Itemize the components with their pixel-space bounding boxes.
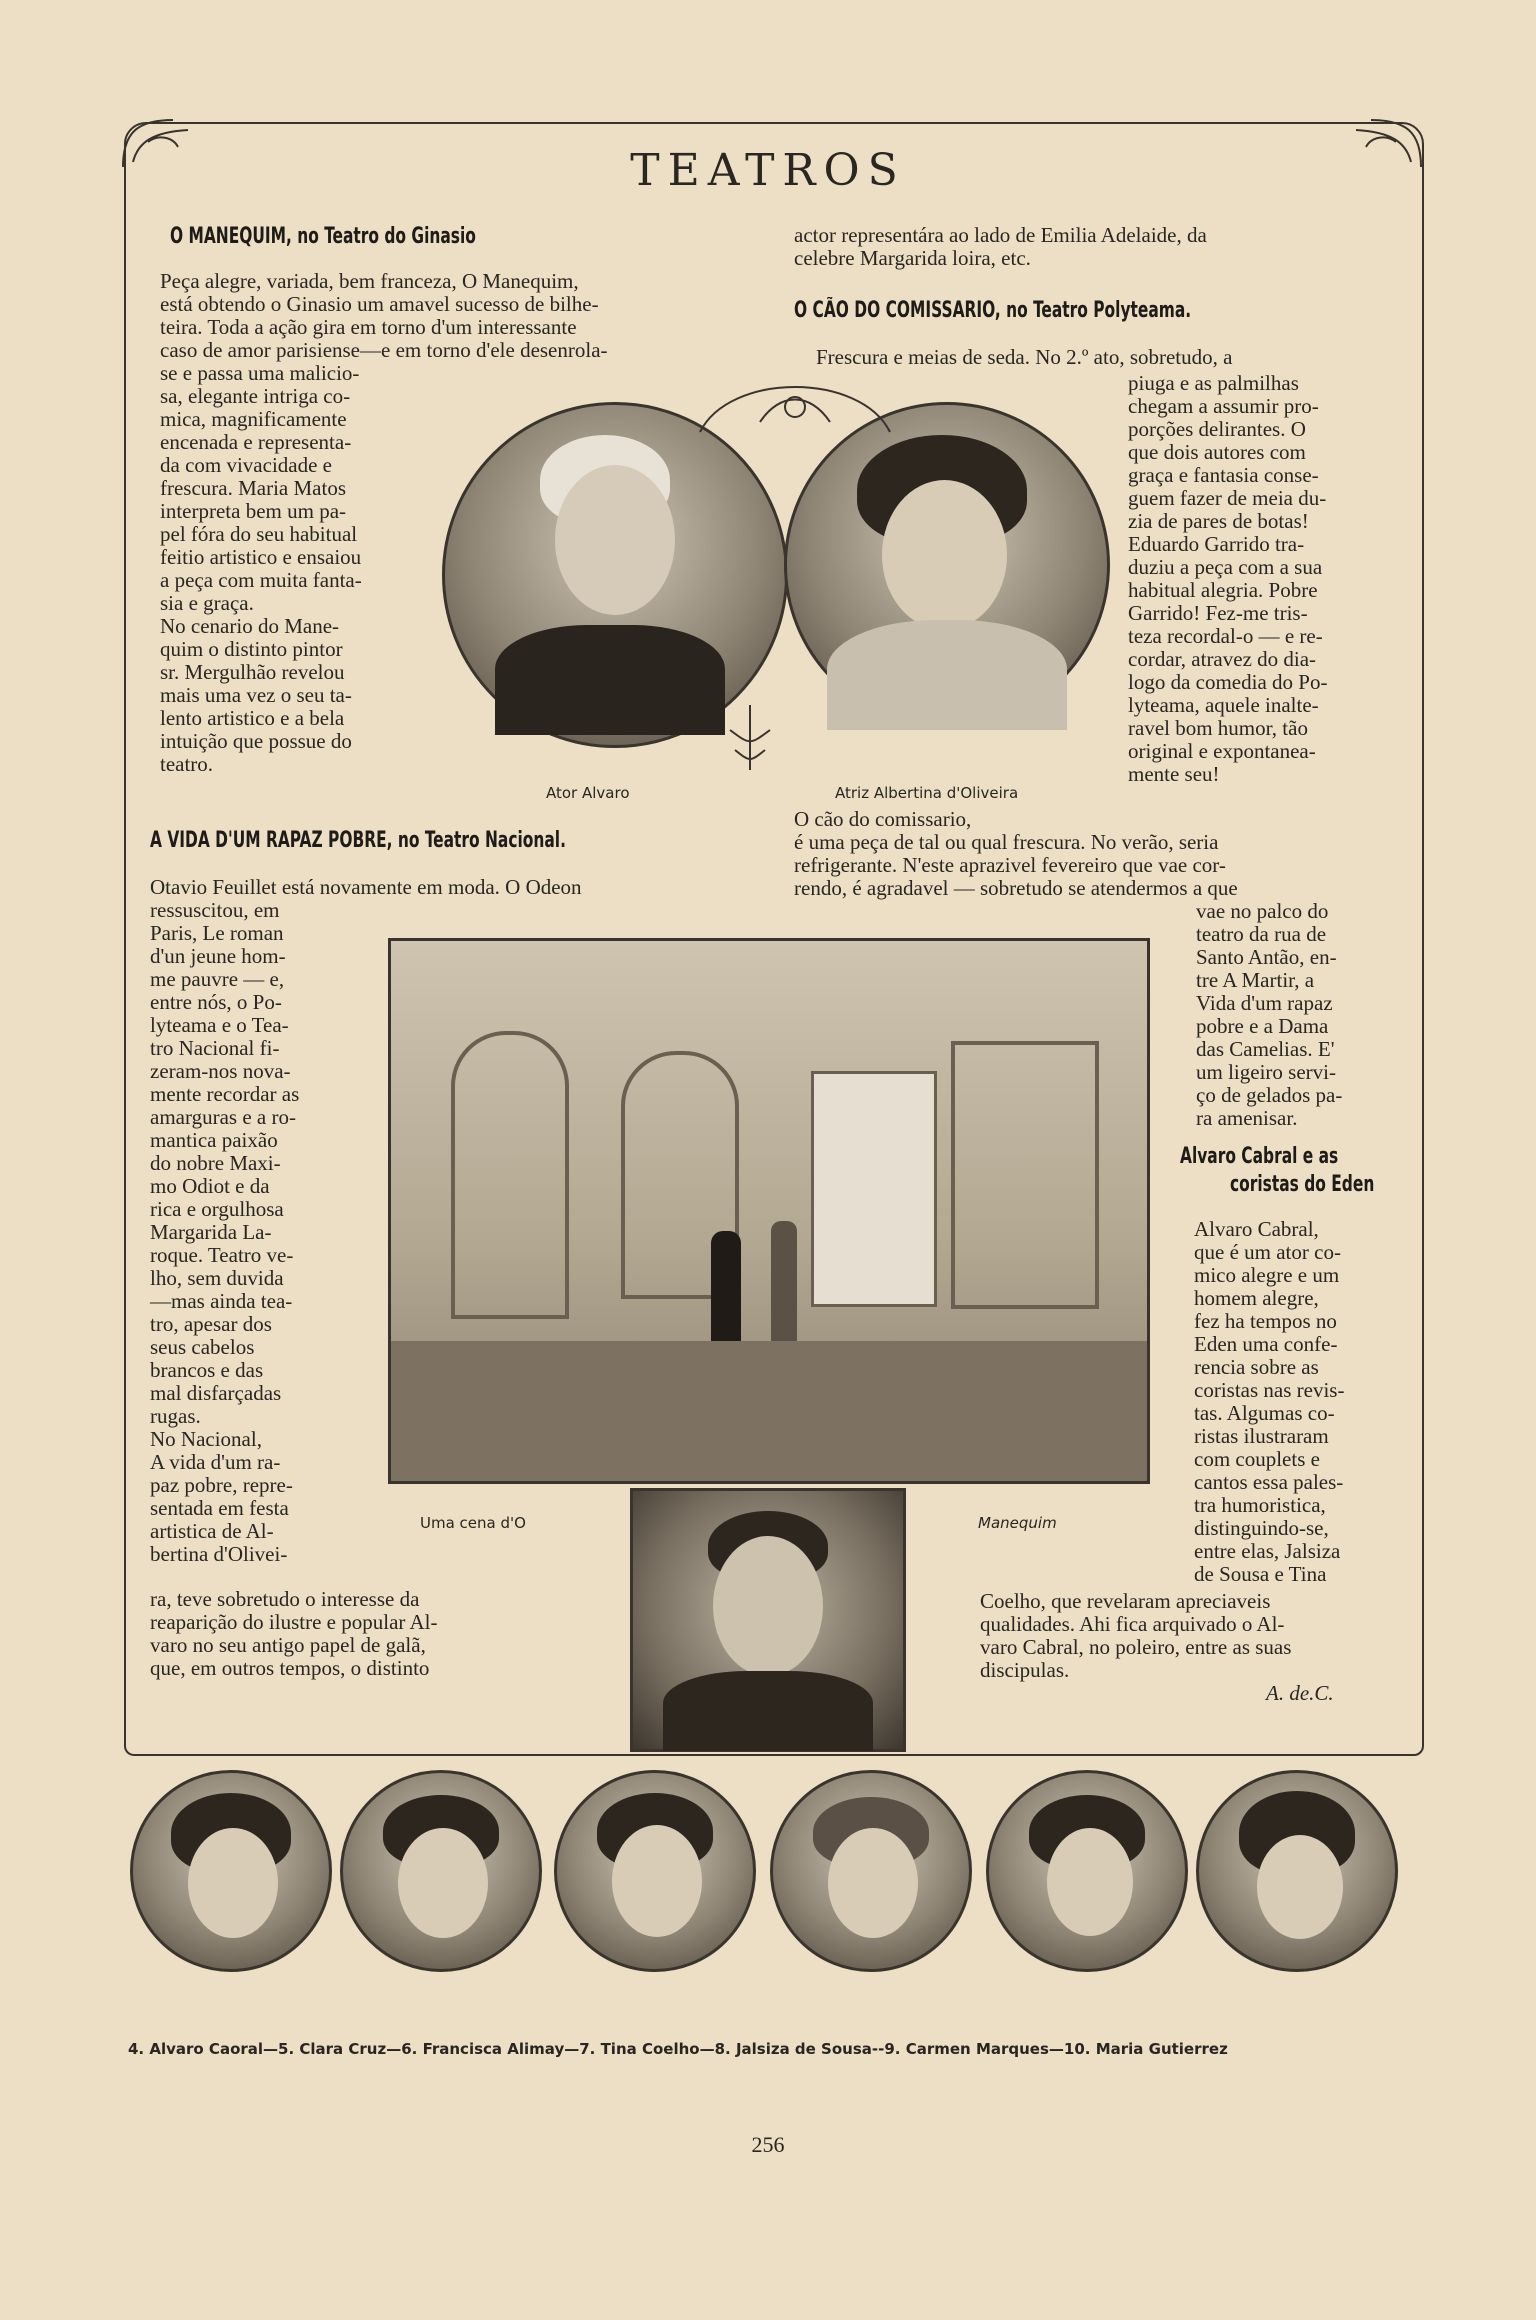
text-line: graça e fantasia conse- [1128, 463, 1319, 487]
caption-ator-alvaro: Ator Alvaro [546, 784, 630, 802]
text-line: lyteama e o Tea- [150, 1013, 289, 1037]
heading-vida-rapaz-pobre: A VIDA D'UM RAPAZ POBRE, no Teatro Nacional. [150, 828, 566, 853]
text-line: mica, magnificamente [160, 407, 347, 431]
caption-scene-right: Manequim [978, 1514, 1057, 1532]
text-line: coristas nas revis- [1194, 1378, 1345, 1402]
text-line: me pauvre — e, [150, 967, 285, 991]
text-line: teza recordal-o — e re- [1128, 624, 1323, 648]
text-line: que, em outros tempos, o distinto [150, 1656, 430, 1680]
text-line: homem alegre, [1194, 1286, 1319, 1310]
text-line: mo Odiot e da [150, 1174, 270, 1198]
signature: A. de.C. [1266, 1681, 1334, 1705]
text-line: seus cabelos [150, 1335, 255, 1359]
text-line: No Nacional, [150, 1427, 262, 1451]
cao-article-end [1196, 900, 1390, 1130]
portrait-atriz-albertina [784, 402, 1110, 728]
text-line: do nobre Maxi- [150, 1151, 281, 1175]
cao-article-continued [794, 808, 1390, 900]
text-line: zeram-nos nova- [150, 1059, 291, 1083]
text-line: O cão do comissario, [794, 807, 972, 831]
text-line: piuga e as palmilhas [1128, 371, 1299, 395]
text-line: cordar, atravez do dia- [1128, 647, 1317, 671]
text-line: está obtendo o Ginasio um amavel sucesso de bilhe- [160, 292, 599, 316]
text-line: amarguras e a ro- [150, 1105, 296, 1129]
text-line: varo no seu antigo papel de galã, [150, 1633, 426, 1657]
right-top-article [794, 224, 1360, 270]
ornament-bottom-center-icon [715, 700, 785, 780]
text-line: logo da comedia do Po- [1128, 670, 1328, 694]
text-line: sa, elegante intriga co- [160, 384, 351, 408]
text-line: se e passa uma malicio- [160, 361, 360, 385]
text-line: frescura. Maria Matos [160, 476, 347, 500]
heading-cabral-2: coristas do Eden [1230, 1172, 1375, 1197]
text-line: guem fazer de meia du- [1128, 486, 1327, 510]
text-line: com couplets e [1194, 1447, 1320, 1471]
portrait-corista-4 [130, 1770, 332, 1972]
portrait-ator-alvaro [442, 402, 788, 748]
text-line: lento artistico e a bela [160, 706, 345, 730]
text-line: é uma peça de tal ou qual frescura. No verão, seria [794, 830, 1219, 854]
text-line: bertina d'Olivei- [150, 1542, 288, 1566]
text-line: pobre e a Dama [1196, 1014, 1329, 1038]
cao-article-intro [816, 346, 1388, 369]
text-line: Alvaro Cabral, [1194, 1217, 1319, 1241]
page-number: 256 [751, 2132, 785, 2157]
text-line: actor representára ao lado de Emilia Adelaide, da [794, 223, 1207, 247]
text-line: A vida d'um ra- [150, 1450, 281, 1474]
text-line: mente seu! [1128, 762, 1220, 786]
cabral-article-column [1194, 1218, 1390, 1586]
text-line: teatro. [160, 752, 214, 776]
text-line: tre A Martir, a [1196, 968, 1315, 992]
portrait-corista-6 [554, 1770, 756, 1972]
text-line: a peça com muita fanta- [160, 568, 362, 592]
text-line: rica e orgulhosa [150, 1197, 284, 1221]
text-line: celebre Margarida loira, etc. [794, 246, 1031, 270]
text-line: ristas ilustraram [1194, 1424, 1329, 1448]
vida-article-end [150, 1588, 550, 1680]
caption-atriz-albertina: Atriz Albertina d'Oliveira [835, 784, 1019, 802]
text-line: Eduardo Garrido tra- [1128, 532, 1305, 556]
text-line: Santo Antão, en- [1196, 945, 1337, 969]
text-line: paz pobre, repre- [150, 1473, 293, 1497]
text-line: Paris, Le roman [150, 921, 284, 945]
text-line: porções delirantes. O [1128, 417, 1306, 441]
text-line: interpreta bem um pa- [160, 499, 347, 523]
heading-cabral-1: Alvaro Cabral e as [1180, 1144, 1339, 1169]
text-line: pel fóra do seu habitual [160, 522, 358, 546]
text-line: chegam a assumir pro- [1128, 394, 1319, 418]
text-line: teira. Toda a ação gira em torno d'um interessante [160, 315, 577, 339]
text-line: mantica paixão [150, 1128, 278, 1152]
text-line: fez ha tempos no [1194, 1309, 1337, 1333]
portrait-corista-5 [340, 1770, 542, 1972]
portrait-corista-7 [770, 1770, 972, 1972]
text-line: Coelho, que revelaram apreciaveis [980, 1589, 1271, 1613]
text-line: teatro da rua de [1196, 922, 1327, 946]
text-line: tra humoristica, [1194, 1493, 1326, 1517]
text-line: cantos essa pales- [1194, 1470, 1344, 1494]
text-line: lho, sem duvida [150, 1266, 284, 1290]
text-line: refrigerante. N'este aprazivel fevereiro que vae cor- [794, 853, 1226, 877]
caption-scene-left: Uma cena d'O [420, 1514, 526, 1532]
text-line: vae no palco do [1196, 899, 1329, 923]
text-line: mais uma vez o seu ta- [160, 683, 352, 707]
text-line: habitual alegria. Pobre [1128, 578, 1318, 602]
text-line: da com vivacidade e [160, 453, 332, 477]
text-line: intuição que possue do [160, 729, 352, 753]
text-line: mente recordar as [150, 1082, 300, 1106]
text-line: entre nós, o Po- [150, 990, 282, 1014]
text-line: tas. Algumas co- [1194, 1401, 1335, 1425]
photo-scene-manequim [388, 938, 1150, 1484]
text-line: das Camelias. E' [1196, 1037, 1335, 1061]
text-line: mal disfarçadas [150, 1381, 282, 1405]
text-line: quim o distinto pintor [160, 637, 343, 661]
text-line: original e expontanea- [1128, 739, 1316, 763]
cao-article-column [1128, 372, 1390, 786]
heading-manequim: O MANEQUIM, no Teatro do Ginasio [170, 224, 476, 249]
text-line: caso de amor parisiense—e em torno d'ele desenrola- [160, 338, 608, 362]
text-line: sia e graça. [160, 591, 254, 615]
text-line: que é um ator co- [1194, 1240, 1341, 1264]
text-line: um ligeiro servi- [1196, 1060, 1336, 1084]
photo-alvaro-cabral [630, 1488, 906, 1752]
text-line: ravel bom humor, tão [1128, 716, 1308, 740]
text-line: Peça alegre, variada, bem franceza, O Manequim, [160, 269, 579, 293]
text-line: sentada em festa [150, 1496, 289, 1520]
text-line: duziu a peça com a sua [1128, 555, 1323, 579]
text-line: zia de pares de botas! [1128, 509, 1309, 533]
text-line: rendo, é agradavel — sobretudo se atendermos a que [794, 876, 1238, 900]
text-line: encenada e representa- [160, 430, 352, 454]
text-line: Otavio Feuillet está novamente em moda. O Odeon [150, 875, 582, 899]
text-line: artistica de Al- [150, 1519, 274, 1543]
text-line: qualidades. Ahi fica arquivado o Al- [980, 1612, 1285, 1636]
text-line: ra amenisar. [1196, 1106, 1298, 1130]
footer-caption: 4. Alvaro Caoral—5. Clara Cruz—6. Francisca Alimay—7. Tina Coelho—8. Jalsiza de Sousa--9. Carmen Marques—10. Maria Gutierrez [128, 2040, 1228, 2058]
text-line: Eden uma confe- [1194, 1332, 1338, 1356]
text-line: tro Nacional fi- [150, 1036, 280, 1060]
text-line: ra, teve sobretudo o interesse da [150, 1587, 420, 1611]
text-line: entre elas, Jalsiza [1194, 1539, 1341, 1563]
text-line: varo Cabral, no poleiro, entre as suas [980, 1635, 1292, 1659]
text-line: reaparição do ilustre e popular Al- [150, 1610, 438, 1634]
text-line: roque. Teatro ve- [150, 1243, 294, 1267]
cabral-article-end [980, 1590, 1390, 1682]
portrait-corista-8 [986, 1770, 1188, 1972]
text-line: distinguindo-se, [1194, 1516, 1329, 1540]
text-line: No cenario do Mane- [160, 614, 340, 638]
text-line: Garrido! Fez-me tris- [1128, 601, 1308, 625]
text-line: Vida d'um rapaz [1196, 991, 1333, 1015]
text-line: discipulas. [980, 1658, 1070, 1682]
heading-cao-comissario: O CÃO DO COMISSARIO, no Teatro Polyteama. [794, 298, 1192, 323]
text-line: Frescura e meias de seda. No 2.º ato, sobretudo, a [816, 345, 1233, 369]
text-line: d'un jeune hom- [150, 944, 286, 968]
text-line: de Sousa e Tina [1194, 1562, 1327, 1586]
text-line: rugas. [150, 1404, 201, 1428]
text-line: sr. Mergulhão revelou [160, 660, 345, 684]
text-line: brancos e das [150, 1358, 264, 1382]
text-line: mico alegre e um [1194, 1263, 1340, 1287]
text-line: ço de gelados pa- [1196, 1083, 1343, 1107]
text-line: ressuscitou, em [150, 898, 280, 922]
text-line: rencia sobre as [1194, 1355, 1319, 1379]
page-title: TEATROS [630, 145, 906, 196]
portrait-corista-9 [1196, 1770, 1398, 1972]
text-line: Margarida La- [150, 1220, 272, 1244]
text-line: feitio artistico e ensaiou [160, 545, 362, 569]
text-line: que dois autores com [1128, 440, 1306, 464]
text-line: lyteama, aquele inalte- [1128, 693, 1319, 717]
text-line: —mas ainda tea- [150, 1289, 293, 1313]
ornament-top-center-icon [690, 362, 900, 442]
text-line: tro, apesar dos [150, 1312, 272, 1336]
